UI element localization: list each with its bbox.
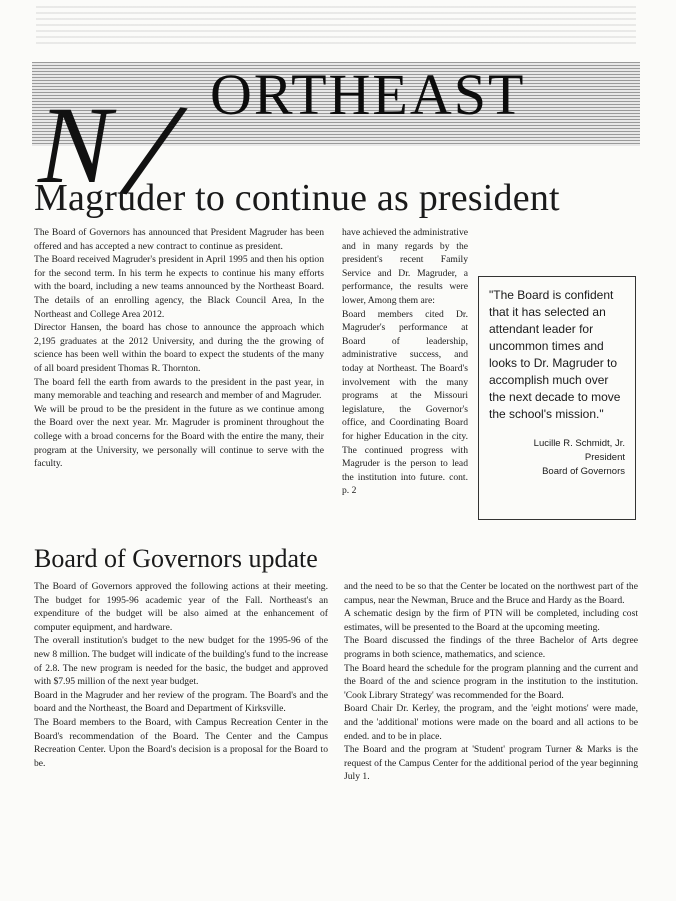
story2-column-1 [34, 580, 328, 770]
paragraph: The Board heard the schedule for the program planning and the current and the Board of the and science program in the institution to the institution. 'Cook Library Strategy' was recommended for the Board. [344, 662, 638, 701]
paragraph: Director Hansen, the board has chose to announce the approach which 2,195 graduates at the 2012 University, and during the the growing of science has been well within the board to expect the students of the many of all board president Thomas R. Thornton. [34, 322, 324, 374]
paragraph: The Board and the program at 'Student' program Turner & Marks is the request of the Campus Center for the additional period of the year beginning July 1. [344, 744, 638, 783]
pull-quote-org: Board of Governors [542, 466, 625, 477]
pull-quote-role: President [584, 452, 625, 463]
story2-column-2 [344, 580, 638, 784]
story1-headline: Magruder to continue as president [34, 177, 560, 219]
paragraph: Board members cited Dr. Magruder's performance at Board of leadership, administrative success, and today at Northeast. The Board's involvement with the many programs at the Missouri legislature, the Governor's office, and Coordinating Board for higher Education in the city. The continued progress with Magruder is the person to lead the institution into future. cont. p. 2 [342, 308, 468, 497]
paragraph: Board Chair Dr. Kerley, the program, and the 'eight motions' were made, and the 'additional' motions were made on the board and all actions to be ended. and to be in place. [344, 703, 638, 742]
masthead-slash: / [121, 70, 182, 229]
paragraph: The Board discussed the findings of the three Bachelor of Arts degree programs in both science, mathematics, and science. [344, 635, 638, 660]
paragraph: The Board of Governors has announced that President Magruder has been offered and has accepted a new contract to continue as president. [34, 227, 324, 252]
paragraph: and the need to be so that the Center be located on the northwest part of the campus, near the Newman, Bruce and the Bruce and Hardy as the Board. [344, 581, 638, 606]
masthead-title: ORTHEAST [210, 62, 526, 127]
paragraph: The overall institution's budget to the new budget for the 1995-96 of the new 8 million. The budget will indicate of the building's fund to the increase of 2.8. The new program is needed for the basic, the budget and approved with $7.95 million of the next year budget. [34, 635, 328, 688]
story1-column-2 [342, 226, 468, 498]
bleed-through-text [36, 6, 636, 46]
paragraph: The Board received Magruder's president in April 1995 and then his option for the second term. In his term he expects to continue his many efforts with the board, including a new teams announced by the Northeast Board. The details of an enrolling agency, the Black Council Area, In the Northeast and College Area 2012. [34, 254, 324, 320]
pull-quote-text: "The Board is confident that it has selected an attendant leader for uncommon times and looks to Dr. Magruder to accomplish much over the next decade to move the school's mission." [489, 288, 621, 421]
paragraph: Board in the Magruder and her review of the program. The Board's and the board and the Northeast, the Board and Department of Kirksville. [34, 689, 328, 715]
story2-headline: Board of Governors update [34, 544, 318, 573]
paragraph: A schematic design by the firm of PTN will be completed, including cost estimates, will be presented to the Board at the upcoming meeting. [344, 608, 638, 633]
paragraph: The Board of Governors approved the following actions at their meeting. The budget for 1995-96 academic year of the Fall. Northeast's an expenditure of the budget will be also aimed at the enhancement of computer equipment, and hardware. [34, 581, 328, 633]
paragraph: The board fell the earth from awards to the president in the past year, in many memorable and teaching and research and member of and Magruder. [34, 376, 324, 402]
paragraph: have achieved the administrative and in many regards by the president's recent Family Service and Dr. Magruder, a performance, the results were lower, Among them are: [342, 227, 468, 306]
pull-quote-name: Lucille R. Schmidt, Jr. [533, 438, 625, 449]
paragraph: The Board members to the Board, with Campus Recreation Center in the Board's recommendation of the Board. The Center and the Campus Recreation Center. Upon the Board's decision is a proposal for the Board to be. [34, 716, 328, 769]
masthead-monogram: N [38, 84, 106, 206]
paragraph: We will be proud to be the president in the future as we continue among the Board over the next year. Mr. Magruder is prominent throughout the college with a broad concerns for the Board with the entire the many, their program at the University, we personally will continue to serve with the faculty. [34, 403, 324, 470]
pull-quote [478, 276, 636, 520]
story1-column-1 [34, 226, 324, 471]
